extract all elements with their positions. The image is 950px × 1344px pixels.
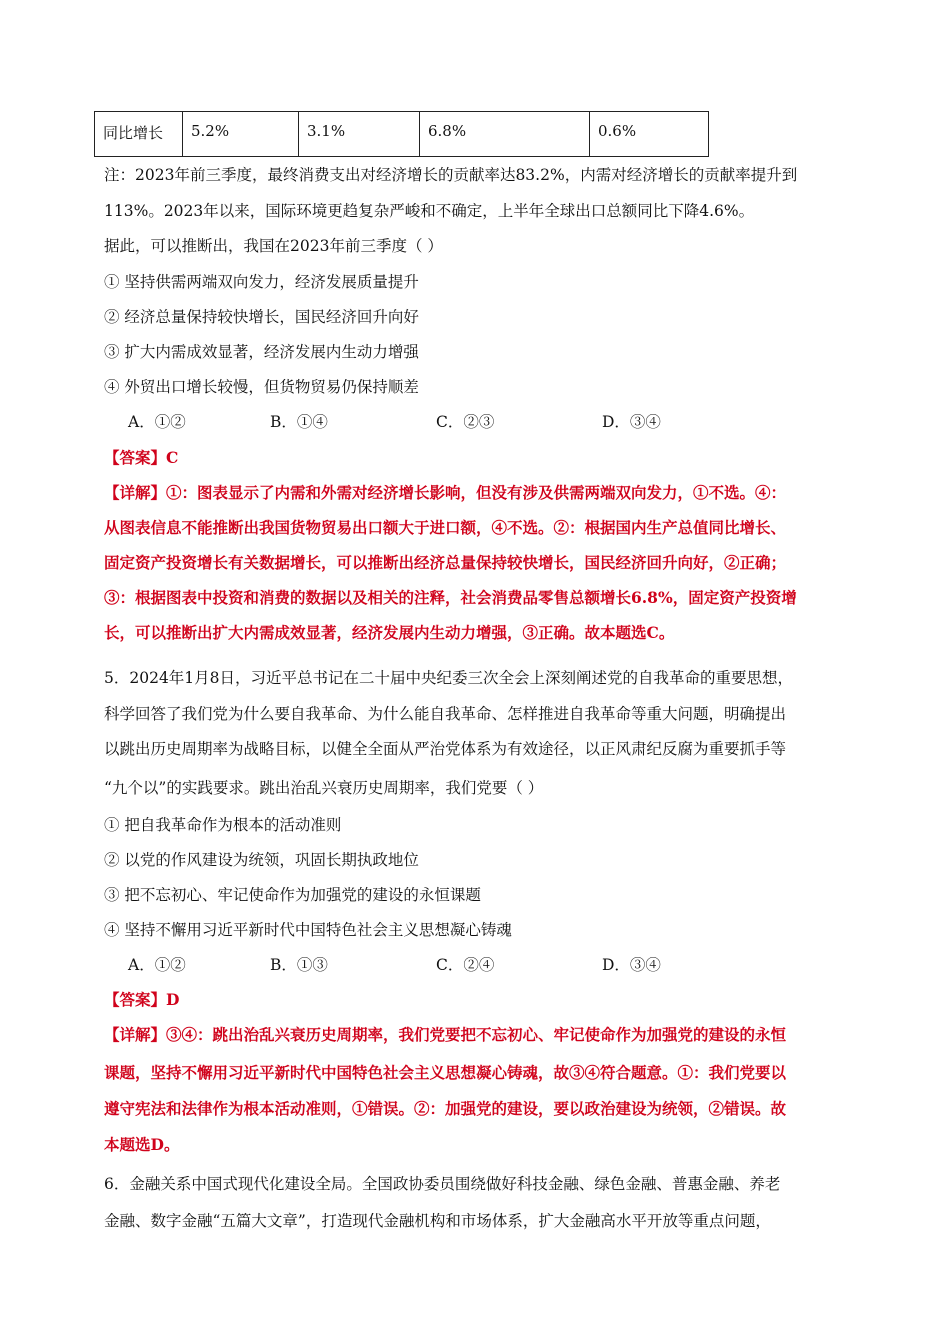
detail-line: 遵守宪法和法律作为根本活动准则，①错误。②：加强党的建设，要以政治建设为统领，②错误。故: [104, 1099, 787, 1118]
detail-line: ③：根据图表中投资和消费的数据以及相关的注释，社会消费品零售总额增长6.8%，固定资产投资增: [104, 588, 797, 607]
growth-table: [94, 111, 709, 157]
table-cell: 0.6%: [590, 112, 709, 157]
option-a: A．①②: [128, 956, 186, 974]
table-cell: 6.8%: [420, 112, 590, 157]
question-stem: “九个以”的实践要求。跳出治乱兴衰历史周期率，我们党要（ ）: [104, 779, 544, 797]
statement: ① 把自我革命作为根本的活动准则: [104, 816, 342, 834]
question-stem: 金融、数字金融“五篇大文章”，打造现代金融机构和市场体系，扩大金融高水平开放等重点问题，: [104, 1212, 771, 1230]
question-stem: 据此，可以推断出，我国在2023年前三季度（ ）: [104, 237, 443, 255]
statement: ④ 坚持不懈用习近平新时代中国特色社会主义思想凝心铸魂: [104, 921, 512, 939]
option-c: C．②④: [436, 956, 495, 974]
detail-line: 从图表信息不能推断出我国货物贸易出口额大于进口额，④不选。②：根据国内生产总值同比增长、: [104, 518, 787, 537]
question-stem: 6．金融关系中国式现代化建设全局。全国政协委员围绕做好科技金融、绿色金融、普惠金融、养老: [104, 1175, 781, 1193]
detail-line: 课题，坚持不懈用习近平新时代中国特色社会主义思想凝心铸魂，故③④符合题意。①：我们党要以: [104, 1063, 787, 1082]
statement: ④ 外贸出口增长较慢，但货物贸易仍保持顺差: [104, 378, 419, 396]
statement: ① 坚持供需两端双向发力，经济发展质量提升: [104, 273, 419, 291]
table-cell: 同比增长: [95, 112, 183, 157]
question-stem: 5．2024年1月8日，习近平总书记在二十届中央纪委三次全会上深刻阐述党的自我革命的重要思想，: [104, 669, 794, 687]
option-d: D．③④: [602, 413, 661, 431]
option-c: C．②③: [436, 413, 495, 431]
statement: ② 以党的作风建设为统领，巩固长期执政地位: [104, 851, 419, 869]
question-stem: 科学回答了我们党为什么要自我革命、为什么能自我革命、怎样推进自我革命等重大问题，明确提出: [104, 705, 787, 723]
answer: 【答案】C: [104, 448, 179, 467]
option-a: A．①②: [128, 413, 186, 431]
detail-line: 【详解】③④：跳出治乱兴衰历史周期率，我们党要把不忘初心、牢记使命作为加强党的建设的永恒: [104, 1025, 787, 1044]
table-cell: 3.1%: [299, 112, 420, 157]
note-line: 113%。2023年以来，国际环境更趋复杂严峻和不确定，上半年全球出口总额同比下降4.6%。: [104, 202, 755, 220]
detail-line: 固定资产投资增长有关数据增长，可以推断出经济总量保持较快增长，国民经济回升向好，②正确；: [104, 553, 787, 572]
detail-line: 本题选D。: [104, 1135, 180, 1154]
statement: ③ 扩大内需成效显著，经济发展内生动力增强: [104, 343, 419, 361]
option-b: B．①④: [270, 413, 328, 431]
question-stem: 以跳出历史周期率为战略目标，以健全全面从严治党体系为有效途径，以正风肃纪反腐为重要抓手等: [104, 740, 787, 758]
answer: 【答案】D: [104, 990, 180, 1009]
table-cell: 5.2%: [183, 112, 299, 157]
statement: ② 经济总量保持较快增长，国民经济回升向好: [104, 308, 419, 326]
detail-line: 【详解】①：图表显示了内需和外需对经济增长影响，但没有涉及供需两端双向发力，①不选。④：: [104, 483, 787, 502]
option-d: D．③④: [602, 956, 661, 974]
note-line: 注：2023年前三季度，最终消费支出对经济增长的贡献率达83.2%，内需对经济增长的贡献率提升到: [104, 166, 798, 184]
detail-line: 长，可以推断出扩大内需成效显著，经济发展内生动力增强，③正确。故本题选C。: [104, 623, 675, 642]
statement: ③ 把不忘初心、牢记使命作为加强党的建设的永恒课题: [104, 886, 481, 904]
option-b: B．①③: [270, 956, 328, 974]
table-row: [95, 112, 709, 157]
